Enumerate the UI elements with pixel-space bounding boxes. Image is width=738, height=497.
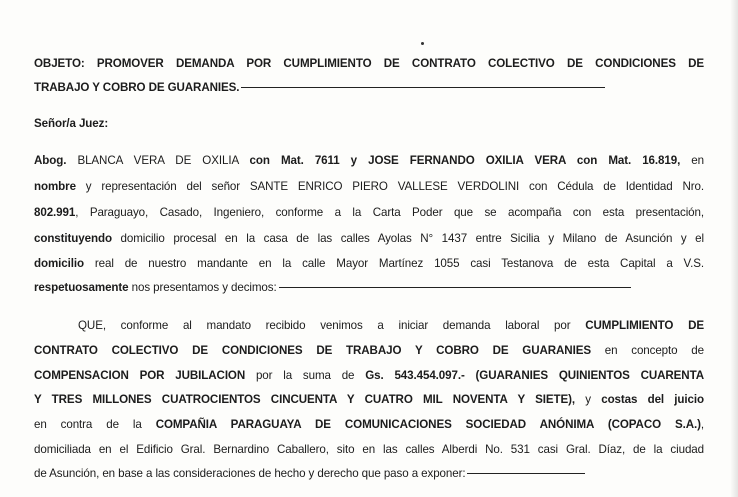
p1-line-1 bbox=[34, 154, 704, 168]
p1-l4-b: domicilio procesal en la casa de las calles Ayolas N° 1437 entre Sicilia y Milano de Asunción y el bbox=[111, 232, 704, 245]
p1-line-5 bbox=[34, 257, 704, 271]
p1-line-2 bbox=[34, 180, 704, 194]
fill-dash-line bbox=[279, 287, 631, 288]
p1-l6-a: respetuosamente bbox=[34, 281, 129, 294]
p2-line-7 bbox=[34, 467, 585, 481]
p2-line-5 bbox=[34, 418, 704, 432]
p1-l3-b: , Paraguayo, Casado, Ingeniero, conforme a la Carta Poder que se acompaña con esta presentación, bbox=[75, 206, 704, 219]
p2-l1-b: CUMPLIMIENTO DE bbox=[585, 319, 704, 332]
p2-l4-b: y bbox=[575, 393, 602, 406]
objeto-line-1: OBJETO: PROMOVER DEMANDA POR CUMPLIMIENTO DE CONTRATO COLECTIVO DE CONDICIONES DE bbox=[34, 57, 704, 70]
p1-l2-c: SANTE ENRICO PIERO VALLESE VERDOLINI bbox=[249, 180, 520, 193]
p1-l1-d: en bbox=[680, 154, 704, 167]
fill-dash-line bbox=[467, 473, 585, 474]
p1-l6-b: nos presentamos y decimos: bbox=[128, 281, 277, 294]
p1-l4-a: constituyendo bbox=[34, 232, 112, 245]
p1-l2-b: y representación del señor bbox=[75, 180, 250, 193]
p1-l2-a: nombre bbox=[34, 180, 76, 193]
p2-l3-c: Gs. 543.454.097.- (GUARANIES QUINIENTOS CUARENTA bbox=[365, 369, 704, 382]
p2-l2-a: CONTRATO COLECTIVO DE CONDICIONES DE TRABAJO Y COBRO DE GUARANIES bbox=[34, 344, 591, 357]
p2-l1-a: QUE, conforme al mandato recibido venimos a iniciar demanda laboral por bbox=[78, 319, 586, 332]
objeto-line-2 bbox=[34, 81, 605, 95]
speck-mark bbox=[421, 42, 424, 45]
p2-l3-b: por la suma de bbox=[245, 369, 366, 382]
p1-l1-c: con Mat. 7611 y JOSE FERNANDO OXILIA VERA con Mat. 16.819, bbox=[249, 154, 681, 167]
p2-line-2 bbox=[34, 344, 704, 358]
p1-l2-d: con Cédula de Identidad Nro. bbox=[519, 180, 704, 193]
p2-l5-a: en contra de la bbox=[34, 418, 156, 431]
p2-l7-text: de Asunción, en base a las consideraciones de hecho y derecho que paso a exponer: bbox=[34, 467, 466, 480]
p2-line-4 bbox=[34, 393, 704, 407]
p1-line-6 bbox=[34, 281, 631, 295]
p1-l5-b: real de nuestro mandante en la calle Mayor Martínez 1055 casi Testanova de esta Capital a V.S. bbox=[84, 257, 704, 270]
p1-l3-a: 802.991 bbox=[34, 206, 76, 219]
p2-l3-a: COMPENSACION POR JUBILACION bbox=[34, 369, 246, 382]
p2-line-1 bbox=[78, 319, 704, 333]
p2-l2-b: en concepto de bbox=[590, 344, 704, 357]
p2-line-6: domiciliada en el Edificio Gral. Bernardino Caballero, sito en las calles Alberdi No. 531 casi Gral. Díaz, de la ciudad bbox=[34, 443, 704, 456]
fill-dash-line bbox=[241, 87, 605, 88]
scan-edge-shadow bbox=[730, 0, 738, 497]
p2-l5-c: , bbox=[700, 418, 704, 431]
p2-l5-b: COMPAÑIA PARAGUAYA DE COMUNICACIONES SOCIEDAD ANÓNIMA (COPACO S.A.) bbox=[155, 418, 701, 431]
p1-line-4 bbox=[34, 232, 704, 246]
p2-l4-c: costas del juicio bbox=[601, 393, 704, 406]
p2-line-3 bbox=[34, 369, 704, 383]
p2-l4-a: Y TRES MILLONES CUATROCIENTOS CINCUENTA Y CUATRO MIL NOVENTA Y SIETE), bbox=[34, 393, 575, 406]
objeto-line-2-text: TRABAJO Y COBRO DE GUARANIES. bbox=[34, 81, 240, 94]
p1-l1-b: BLANCA VERA DE OXILIA bbox=[66, 154, 250, 167]
p1-l1-a: Abog. bbox=[34, 154, 67, 167]
p1-l5-a: domicilio bbox=[34, 257, 84, 270]
p1-line-3 bbox=[34, 206, 704, 220]
salutation: Señor/a Juez: bbox=[34, 117, 109, 130]
